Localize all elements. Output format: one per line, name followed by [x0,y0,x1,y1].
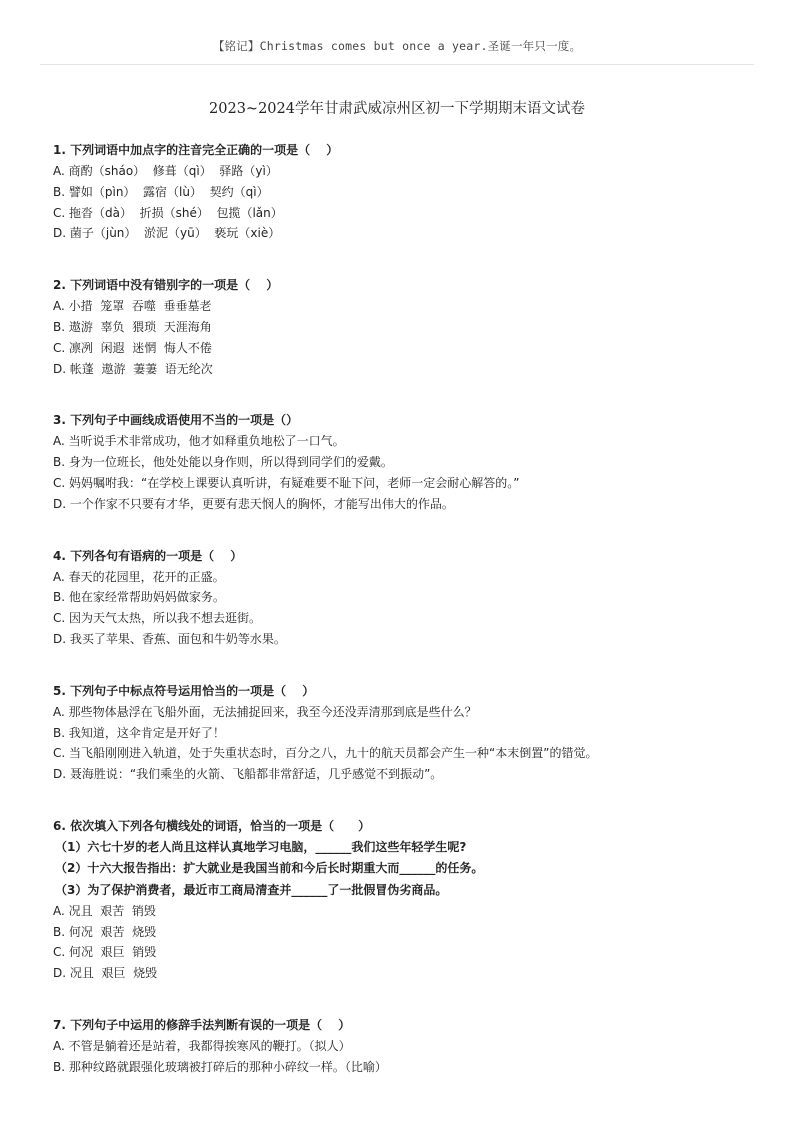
option-a: A. 不管是躺着还是站着，我都得挨寒风的鞭打。（拟人） [53,1039,351,1054]
option-c: C. 妈妈嘱咐我：“在学校上课要认真听讲，有疑难要不耻下问，老师一定会耐心解答的。” [53,475,520,490]
option-c: C. 当飞船刚刚进入轨道，处于失重状态时，百分之八，九十的航天员都会产生一种“本末倒置”的错觉。 [53,746,598,761]
option-c: C. 拖沓（dà） 折损（shé） 包揽（lǎn） [53,205,283,220]
question-1 [53,140,753,244]
option-b: B. 何况 艰苦 烧毁 [53,924,157,939]
question-stem: 5. 下列句子中标点符号运用恰当的一项是（ ） [53,683,315,698]
option-d: D. 况且 艰巨 烧毁 [53,966,158,981]
question-4 [53,546,753,650]
option-d: D. 聂海胜说：“我们乘坐的火箭、飞船都非常舒适，几乎感觉不到振动”。 [53,767,443,782]
question-6 [53,816,753,984]
option-b: B. 我知道，这伞肯定是开好了！ [53,725,225,740]
option-c: C. 因为天气太热，所以我不想去逛街。 [53,611,262,626]
question-stem: 6. 依次填入下列各句横线处的词语，恰当的一项是（ ） [53,818,371,833]
question-stem: 2. 下列词语中没有错别字的一项是（ ） [53,278,279,293]
question-stem: 4. 下列各句有语病的一项是（ ） [53,548,243,563]
question-5 [53,681,753,785]
sub-question-2: （2）十六大报告指出：扩大就业是我国当前和今后长时期重大而______的任务。 [55,861,484,876]
option-d: D. 我买了苹果、香蕉、面包和牛奶等水果。 [53,631,286,646]
option-a: A. 当听说手术非常成功，他才如释重负地松了一口气。 [53,434,345,449]
option-a: A. 况且 艰苦 销毁 [53,903,156,918]
option-c: C. 凛冽 闲遐 迷惘 悔人不倦 [53,340,212,355]
sub-question-3: （3）为了保护消费者，最近市工商局清查并______了一批假冒伪劣商品。 [55,882,448,897]
question-3 [53,410,753,514]
option-a: A. 那些物体悬浮在飞船外面，无法捕捉回来，我至今还没弄清那到底是些什么？ [53,704,477,719]
option-b: B. 遨游 辜负 猥琐 天涯海角 [53,319,212,334]
option-d: D. 帐蓬 遨游 萋萋 语无纶次 [53,361,213,376]
option-a: A. 商酌（sháo） 修葺（qì） 驿路（yì） [53,164,278,178]
question-stem: 7. 下列句子中运用的修辞手法判断有误的一项是（ ） [53,1018,351,1033]
question-2 [53,275,753,379]
option-d: D. 菌子（jùn） 淤泥（yū） 亵玩（xiè） [53,226,281,241]
option-b: B. 譬如（pìn） 露宿（lù） 契约（qì） [53,184,269,199]
question-stem: 3. 下列句子中画线成语使用不当的一项是（） [53,413,299,428]
option-a: A. 小措 笼罩 吞噬 垂垂墓老 [53,299,212,314]
question-stem: 1. 下列词语中加点字的注音完全正确的一项是（ ） [53,143,339,157]
option-b: B. 身为一位班长，他处处能以身作则，所以得到同学们的爱戴。 [53,455,393,470]
page-header: 【铭记】Christmas comes but once a year.圣诞一年只一度。 [212,39,582,53]
option-b: B. 他在家经常帮助妈妈做家务。 [53,590,225,605]
question-7 [53,1015,753,1078]
exam-title: 2023~2024学年甘肃武威凉州区初一下学期期末语文试卷 [209,101,585,117]
sub-question-1: （1）六七十岁的老人尚且这样认真地学习电脑，______我们这些年轻学生呢? [55,839,467,854]
option-b: B. 那种纹路就跟强化玻璃被打碎后的那种小碎纹一样。（比喻） [53,1059,387,1074]
option-c: C. 何况 艰巨 销毁 [53,945,157,960]
option-a: A. 春天的花园里，花开的正盛。 [53,569,225,584]
option-d: D. 一个作家不只要有才华，更要有悲天悯人的胸怀，才能写出伟大的作品。 [53,496,454,511]
question-list [53,140,753,1109]
header-divider [40,64,754,65]
